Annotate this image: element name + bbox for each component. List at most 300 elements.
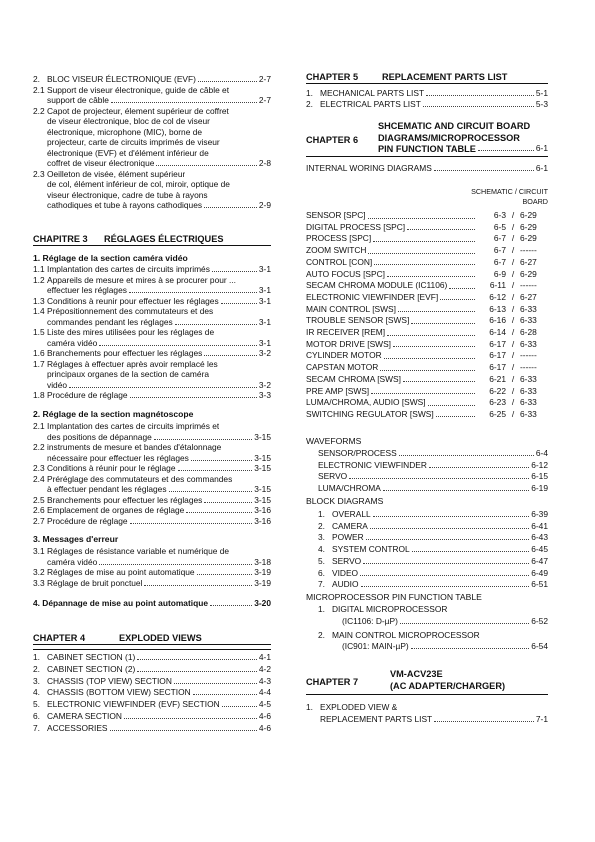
- entry-title: Réglage de bruit ponctuel: [47, 577, 143, 588]
- section-heading: MICROPROCESSOR PIN FUNCTION TABLE: [306, 592, 482, 602]
- leader-dots: [411, 648, 530, 649]
- toc-entry-bold: [33, 598, 271, 608]
- leader-dots: [407, 229, 475, 230]
- entry-number: 7.: [318, 579, 325, 590]
- schematic-page: 6-25: [489, 408, 506, 419]
- toc-entry: [33, 348, 271, 358]
- toc-entry: [318, 509, 548, 519]
- entry-number: 1.4: [33, 306, 45, 316]
- entry-number: 3.3: [33, 577, 45, 588]
- entry-title: effectuer les réglages: [47, 285, 127, 295]
- entry-title: caméra vidéo: [47, 556, 98, 567]
- leader-dots: [178, 470, 253, 471]
- page-number: 3-19: [254, 577, 271, 588]
- entry-number: 1.8: [33, 390, 45, 400]
- leader-dots: [387, 335, 475, 336]
- toc-entry: [33, 495, 271, 505]
- board-page: 6-28: [520, 327, 537, 337]
- leader-dots: [428, 405, 475, 406]
- leader-dots: [221, 303, 257, 304]
- schematic-entry: [306, 386, 548, 397]
- toc-entry-continuation: [47, 95, 271, 105]
- schematic-page: 6-13: [489, 303, 506, 314]
- entry-title: Branchements pour effectuer les réglages: [47, 494, 203, 505]
- entry-title: INTERNAL WORING DIAGRAMS: [306, 163, 432, 173]
- leader-dots: [426, 95, 534, 96]
- entry-title: principaux organes de la section de caméra: [47, 369, 210, 379]
- entry-title: caméra vidéo: [47, 337, 98, 348]
- leader-dots: [129, 292, 257, 293]
- chapter-title-line: (AC ADAPTER/CHARGER): [390, 681, 506, 691]
- entry-title: vidéo: [47, 379, 68, 390]
- entry-number: 1.7: [33, 358, 45, 369]
- leader-dots: [137, 671, 257, 672]
- toc-entry: [318, 460, 548, 470]
- leader-dots: [366, 539, 530, 540]
- entry-number: 2.: [318, 629, 325, 640]
- leader-dots: [380, 370, 475, 371]
- toc-entry-continuation: [47, 137, 271, 147]
- entry-title: CABINET SECTION (1): [47, 652, 136, 662]
- page-number: 3-16: [254, 515, 271, 526]
- leader-dots: [124, 718, 257, 719]
- page-number: 5-3: [535, 99, 548, 109]
- section-heading: BLOCK DIAGRAMS: [306, 496, 384, 506]
- entry-title: des positions de dépannage: [47, 431, 152, 442]
- entry-title: électronique (EVF) et d'élément inférieur de: [47, 147, 209, 158]
- entry-title: MECHANICAL PARTS LIST: [320, 88, 425, 98]
- leader-dots: [399, 455, 534, 456]
- schematic-entry: [306, 362, 548, 373]
- entry-title: LUMA/CHROMA, AUDIO [SWS]: [306, 397, 426, 408]
- entry-title: MAIN CONTROL [SWS]: [306, 303, 396, 314]
- page-number: 6-1: [535, 143, 548, 153]
- toc-entry: [33, 676, 271, 686]
- page-number: 3-1: [258, 285, 271, 295]
- board-page: 6-29: [520, 221, 537, 232]
- entry-title: projecteur, carte de circuits imprimés de viseur: [47, 137, 220, 147]
- schematic-page: 6-5: [493, 221, 506, 232]
- entry-number: 7.: [33, 722, 40, 733]
- toc-entry: [306, 702, 548, 712]
- page-number: 3-15: [254, 484, 271, 494]
- entry-title: commandes pendant les réglages: [47, 316, 173, 327]
- entry-title: Support de viseur électronique, guide de câble et: [47, 84, 230, 95]
- entry-title: Réglages de résistance variable et numérique de: [47, 546, 230, 556]
- entry-number: 4.: [33, 687, 40, 698]
- entry-title: Oeilleton de visée, élément supérieur: [47, 168, 186, 179]
- entry-number: 2.3: [33, 463, 45, 473]
- leader-dots: [400, 623, 529, 624]
- toc-entry: [33, 390, 271, 400]
- toc-entry: [33, 687, 271, 697]
- board-page: 6-29: [520, 210, 537, 220]
- page-number: 4-6: [258, 711, 271, 721]
- entry-title: Emplacement de organes de réglage: [47, 505, 185, 515]
- entry-title: ZOOM SWITCH: [306, 245, 367, 256]
- leader-dots: [156, 165, 257, 166]
- leader-dots: [393, 346, 475, 347]
- chapter-title: EXPLODED VIEWS: [119, 633, 202, 643]
- separator: /: [511, 350, 515, 361]
- entry-title: LUMA/CHROMA: [318, 483, 381, 494]
- chapter-label: CHAPTER 6: [306, 135, 359, 145]
- leader-dots: [368, 253, 475, 254]
- entry-title: SWITCHING REGULATOR [SWS]: [306, 408, 434, 419]
- leader-dots: [197, 574, 253, 575]
- toc-entry-continuation: [47, 453, 271, 463]
- entry-number: 1.: [306, 88, 313, 98]
- entry-title: CYLINDER MOTOR: [306, 350, 382, 361]
- entry-title: SYSTEM CONTROL: [332, 544, 410, 555]
- board-page: ------: [520, 280, 537, 291]
- entry-title: OVERALL: [332, 509, 371, 519]
- board-page: 6-27: [520, 256, 537, 267]
- entry-number: 2.1: [33, 421, 45, 431]
- entry-title: cathodiques et tube à rayons cathodiques: [47, 200, 203, 210]
- leader-dots: [434, 721, 534, 722]
- entry-number: 2.7: [33, 515, 45, 526]
- page-number: 3-1: [258, 337, 271, 348]
- separator: /: [511, 327, 515, 337]
- entry-number: 6.: [33, 711, 40, 721]
- leader-dots: [99, 345, 257, 346]
- toc-entry-continuation: [47, 285, 271, 295]
- entry-title: Conditions à réunir pour le réglage: [47, 463, 176, 473]
- toc-entry-continuation: [342, 616, 548, 626]
- toc-entry: [306, 163, 548, 173]
- board-page: 6-33: [520, 397, 537, 408]
- toc-entry-continuation: [47, 317, 271, 327]
- separator: /: [511, 280, 515, 291]
- entry-title: AUTO FOCUS [SPC]: [306, 268, 385, 279]
- leader-dots: [222, 706, 257, 707]
- leader-dots: [373, 241, 475, 242]
- chapter-title: REPLACEMENT PARTS LIST: [382, 72, 508, 82]
- chapter-title-line: VM-ACV23E: [390, 669, 443, 679]
- entry-title: ELECTRONIC VIEWFINDER (EVF) SECTION: [47, 699, 220, 710]
- separator: /: [511, 210, 515, 220]
- page-number: 2-7: [258, 74, 271, 84]
- page-number: 3-1: [258, 264, 271, 274]
- leader-dots: [175, 324, 257, 325]
- toc-entry-continuation: [320, 714, 548, 724]
- entry-number: 2.: [318, 520, 325, 531]
- separator: /: [511, 303, 515, 314]
- entry-number: 2.5: [33, 494, 45, 505]
- entry-title: Réglages de mise au point automatique: [47, 567, 195, 577]
- toc-entry: [33, 578, 271, 588]
- entry-title: Réglages à effectuer après avoir remplacé les: [47, 358, 218, 369]
- leader-dots: [384, 358, 475, 359]
- leader-dots: [110, 730, 257, 731]
- leader-dots: [210, 605, 252, 606]
- leader-dots: [204, 502, 252, 503]
- entry-number: 2.4: [33, 473, 45, 484]
- leader-dots: [360, 575, 529, 576]
- leader-dots: [429, 467, 529, 468]
- entry-title: MAIN CONTROL MICROPROCESSOR: [332, 629, 480, 640]
- leader-dots: [204, 207, 257, 208]
- board-page: ------: [520, 245, 537, 256]
- entry-title: Conditions à reunir pour effectuer les réglages: [47, 295, 219, 306]
- schematic-entry: [306, 374, 548, 385]
- column-header: SCHEMATIC / CIRCUIT: [471, 187, 548, 196]
- toc-entry: [33, 327, 271, 337]
- schematic-entry: [306, 327, 548, 338]
- entry-title: de col, élément inférieur de col, miroir, optique de: [47, 179, 230, 189]
- schematic-entry: [306, 269, 548, 280]
- leader-dots: [363, 563, 529, 564]
- page-number: 3-2: [258, 348, 271, 358]
- schematic-entry: [306, 339, 548, 350]
- toc-entry: [33, 275, 271, 285]
- schematic-page: 6-14: [489, 327, 506, 337]
- leader-dots: [383, 490, 529, 491]
- leader-dots: [144, 585, 252, 586]
- entry-title: Procédure de réglage: [47, 515, 128, 526]
- page-number: 3-3: [258, 390, 271, 400]
- leader-dots: [186, 512, 252, 513]
- toc-entry: [33, 474, 271, 484]
- chapter-title-page-row: [378, 143, 548, 153]
- entry-title: SERVO: [332, 555, 362, 566]
- leader-dots: [204, 355, 257, 356]
- entry-title: (IC901: MAIN-µP): [342, 641, 409, 651]
- schematic-entry: [306, 257, 548, 268]
- leader-dots: [412, 551, 530, 552]
- entry-number: 2.1: [33, 84, 45, 95]
- leader-dots: [398, 311, 475, 312]
- page-number: 4-5: [258, 699, 271, 710]
- entry-title: support de câble: [47, 95, 109, 105]
- toc-entry-continuation: [47, 179, 271, 189]
- page-number: 4-4: [258, 687, 271, 698]
- page-number: 6-47: [531, 555, 548, 566]
- page-number: 3-15: [254, 452, 271, 463]
- page-number: 4-1: [258, 652, 271, 662]
- page-number: 3-15: [254, 494, 271, 505]
- toc-entry-continuation: [47, 484, 271, 494]
- leader-dots: [198, 81, 257, 82]
- page-number: 6-15: [531, 471, 548, 482]
- entry-title: SECAM CHROMA [SWS]: [306, 373, 401, 384]
- entry-number: 2.: [306, 99, 313, 109]
- page-number: 2-9: [258, 200, 271, 210]
- toc-entry-continuation: [47, 116, 271, 126]
- board-page: 6-33: [520, 408, 537, 419]
- toc-entry: [318, 471, 548, 481]
- entry-number: 3.: [318, 532, 325, 543]
- separator: /: [511, 408, 515, 419]
- chapter-label: CHAPTER 7: [306, 677, 359, 687]
- section-heading: WAVEFORMS: [306, 436, 362, 446]
- separator: /: [511, 256, 515, 267]
- chapter-label: CHAPTER 4: [33, 633, 86, 643]
- schematic-entry: [306, 304, 548, 315]
- toc-entry-continuation: [47, 158, 271, 168]
- toc-entry: [33, 516, 271, 526]
- toc-entry: [33, 421, 271, 431]
- separator: /: [511, 315, 515, 326]
- toc-entry: [33, 106, 271, 116]
- leader-dots: [368, 218, 475, 219]
- toc-entry: [318, 483, 548, 493]
- entry-title: ACCESSORIES: [47, 722, 108, 733]
- toc-entry: [33, 169, 271, 179]
- entry-title: électronique, microphone (MIC), borne de: [47, 126, 203, 137]
- chapter-title: RÉGLAGES ÉLECTRIQUES: [104, 234, 224, 244]
- separator: /: [511, 362, 515, 373]
- entry-title: Implantation des cartes de circuits imprimés et: [47, 421, 220, 431]
- entry-number: 1.: [33, 652, 40, 662]
- entry-title: SENSOR/PROCESS: [318, 448, 397, 458]
- section-heading: 3. Messages d'erreur: [33, 534, 119, 544]
- entry-title: TROUBLE SENSOR [SWS]: [306, 315, 410, 326]
- chapter-title-line: SHCEMATIC AND CIRCUIT BOARD: [378, 121, 531, 131]
- schematic-page: 6-17: [489, 362, 506, 373]
- page-number: 3-16: [254, 505, 271, 515]
- entry-title: MOTOR DRIVE [SWS]: [306, 338, 391, 349]
- separator: /: [511, 385, 515, 396]
- toc-entry: [33, 85, 271, 95]
- board-page: ------: [520, 362, 537, 373]
- toc-entry: [318, 579, 548, 589]
- leader-dots: [111, 102, 257, 103]
- leader-dots: [191, 460, 252, 461]
- entry-title: POWER: [332, 532, 364, 543]
- leader-dots: [99, 564, 252, 565]
- page-number: 3-20: [254, 598, 271, 608]
- entry-number: 2.2: [33, 105, 45, 116]
- entry-title: Appareils de mesure et mires à se procurer pour ...: [47, 274, 236, 285]
- page-number: 6-1: [535, 163, 548, 173]
- entry-title: EXPLODED VIEW &: [320, 702, 398, 712]
- page-number: 6-4: [535, 448, 548, 458]
- entry-number: 1.: [318, 509, 325, 519]
- entry-title: de viseur électronique, bloc de col de viseur: [47, 116, 210, 126]
- schematic-entry: [306, 397, 548, 408]
- section-heading: 2. Réglage de la section magnétoscope: [33, 409, 194, 419]
- toc-entry-continuation: [47, 148, 271, 158]
- page-number: 3-15: [254, 431, 271, 442]
- toc-entry: [33, 567, 271, 577]
- entry-title: PRE AMP [SWS]: [306, 385, 370, 396]
- toc-entry: [306, 88, 548, 98]
- entry-number: 3.1: [33, 546, 45, 556]
- leader-dots: [434, 170, 534, 171]
- entry-title: Procédure de réglage: [47, 390, 128, 400]
- board-page: 6-33: [520, 385, 537, 396]
- entry-number: 2.6: [33, 505, 45, 515]
- leader-dots: [349, 478, 529, 479]
- leader-dots: [478, 150, 534, 151]
- toc-entry-continuation: [47, 200, 271, 210]
- page-number: 6-51: [531, 579, 548, 590]
- entry-number: 6.: [318, 567, 325, 578]
- page-number: 4-3: [258, 675, 271, 686]
- leader-dots: [130, 397, 257, 398]
- separator: /: [511, 221, 515, 232]
- toc-entry: [33, 652, 271, 662]
- toc-entry-continuation: [47, 432, 271, 442]
- toc-entry-continuation: [47, 369, 271, 379]
- entry-title: (IC1106: D-µP): [342, 615, 398, 626]
- schematic-entry: [306, 210, 548, 221]
- schematic-entry: [306, 245, 548, 256]
- page-number: 6-49: [531, 567, 548, 578]
- schematic-page: 6-12: [489, 291, 506, 302]
- entry-number: 2.: [33, 663, 40, 674]
- leader-dots: [436, 416, 475, 417]
- board-page: 6-33: [520, 373, 537, 384]
- separator: /: [511, 245, 515, 256]
- toc-entry: [318, 532, 548, 542]
- schematic-page: 6-9: [493, 268, 506, 279]
- entry-number: 2.3: [33, 168, 45, 179]
- toc-entry: [33, 442, 271, 452]
- leader-dots: [69, 387, 257, 388]
- entry-number: 1.5: [33, 327, 45, 337]
- toc-entry-continuation: [47, 380, 271, 390]
- schematic-entry: [306, 280, 548, 291]
- schematic-page: 6-7: [493, 256, 506, 267]
- schematic-entry: [306, 409, 548, 420]
- schematic-entry: [306, 233, 548, 244]
- leader-dots: [403, 381, 475, 382]
- schematic-page: 6-7: [493, 245, 506, 256]
- schematic-page: 6-23: [489, 397, 506, 408]
- schematic-entry: [306, 350, 548, 361]
- leader-dots: [169, 491, 253, 492]
- page-number: 3-18: [254, 556, 271, 567]
- leader-dots: [361, 586, 530, 587]
- toc-entry: [33, 264, 271, 274]
- chapter-title-line: PIN FUNCTION TABLE: [378, 144, 476, 154]
- entry-title: coffret de viseur électronique: [47, 158, 155, 168]
- toc-entry: [33, 711, 271, 721]
- leader-dots: [154, 439, 252, 440]
- chapter-label: CHAPITRE 3: [33, 234, 88, 244]
- chapter-3-header: [33, 234, 271, 246]
- board-page: 6-33: [520, 338, 537, 349]
- entry-number: 3.: [33, 675, 40, 686]
- entry-number: 2.: [33, 74, 40, 84]
- page-number: 2-8: [258, 158, 271, 168]
- leader-dots: [423, 106, 534, 107]
- leader-dots: [193, 694, 257, 695]
- page-number: 2-7: [258, 95, 271, 105]
- section-heading: 1. Réglage de la section caméra vidéo: [33, 253, 188, 263]
- leader-dots: [440, 299, 475, 300]
- toc-entry: [33, 463, 271, 473]
- page-number: 4-2: [258, 663, 271, 674]
- schematic-entry: [306, 292, 548, 303]
- chapter-4-header: [33, 633, 271, 645]
- board-page: 6-29: [520, 233, 537, 244]
- entry-title: ELECTRONIC VIEWFINDER [EVF]: [306, 291, 439, 302]
- toc-entry: [318, 630, 548, 640]
- page-number: 3-2: [258, 379, 271, 390]
- toc-entry: [33, 699, 271, 709]
- toc-entry-continuation: [47, 338, 271, 348]
- entry-title: DIGITAL MICROPROCESSOR: [332, 604, 448, 614]
- leader-dots: [174, 683, 257, 684]
- entry-title: CHASSIS (BOTTOM VIEW) SECTION: [47, 687, 191, 698]
- entry-number: 2.2: [33, 442, 45, 452]
- entry-title: CAMERA SECTION: [47, 711, 122, 721]
- toc-entry: [33, 74, 271, 84]
